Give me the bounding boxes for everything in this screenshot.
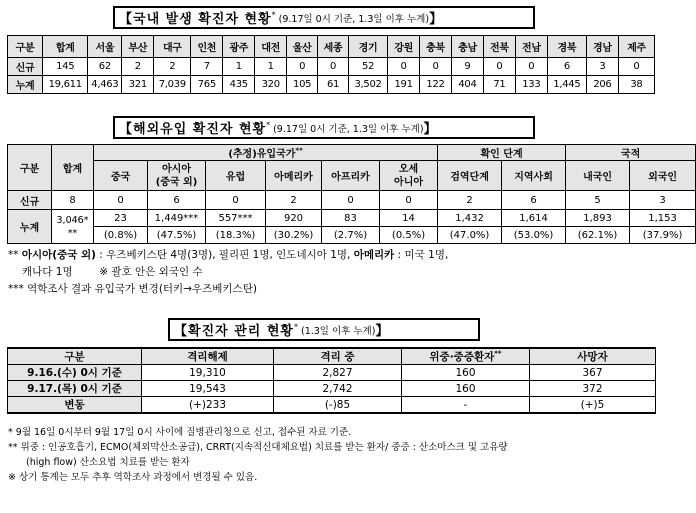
header-cell: 경남 — [586, 36, 618, 58]
table-cell: 133 — [515, 76, 547, 94]
note-asia-text: : 우즈베키스탄 4명(3명), 필리핀 1명, 인도네시아 1명, — [95, 249, 354, 261]
table-cell: 0 — [287, 58, 318, 76]
domestic-new-row — [8, 58, 655, 76]
table-cell: 435 — [223, 76, 255, 94]
header-cell: 검역단계 — [438, 161, 502, 191]
table-cell: 0 — [380, 191, 438, 210]
header-cell: 충북 — [420, 36, 452, 58]
header-cell: 유럽 — [206, 161, 266, 191]
table-cell: 145 — [43, 58, 88, 76]
overseas-title-sub: (9.17일 0시 기준, 1.3일 이후 누계) — [273, 123, 424, 135]
table-cell: (18.3%) — [206, 227, 266, 244]
overseas-title: 【해외유입 확진자 현황* (9.17일 0시 기준, 1.3일 이후 누계) 】 — [113, 116, 535, 139]
header-cell: 외국인 — [630, 161, 696, 191]
table-cell: 765 — [191, 76, 223, 94]
overseas-notes — [8, 247, 656, 298]
management-title-sup: * — [293, 322, 299, 332]
table-cell: 38 — [618, 76, 654, 94]
table-cell: (47.0%) — [438, 227, 502, 244]
table-cell: 0 — [420, 58, 452, 76]
table-cell: 19,543 — [142, 381, 274, 397]
overseas-title-sup: * — [266, 120, 272, 130]
table-cell: 1 — [223, 58, 255, 76]
table-cell: 1,449*** — [148, 210, 206, 227]
management-title-sub: (1.3일 이후 누계) — [300, 325, 376, 337]
table-cell: (62.1%) — [566, 227, 630, 244]
table-cell: 2,742 — [274, 381, 402, 397]
domestic-title-sub: (9.17일 0시 기준, 1.3일 이후 누계) — [278, 13, 430, 25]
header-cell: 전북 — [483, 36, 515, 58]
table-cell: (0.5%) — [380, 227, 438, 244]
overseas-new-row — [8, 191, 696, 210]
table-cell: 105 — [287, 76, 318, 94]
footnote-2-cont: (high flow) 산소요법 치료를 받는 환자 — [26, 457, 190, 468]
header-severe-text: 위중·중증환자 — [429, 351, 495, 363]
domestic-title: 【국내 발생 확진자 현황* (9.17일 0시 기준, 1.3일 이후 누계) 】 — [113, 6, 535, 29]
table-cell: 2 — [438, 191, 502, 210]
header-cell: 경북 — [547, 36, 586, 58]
row-label: 누계 — [8, 76, 43, 94]
table-cell: 6 — [148, 191, 206, 210]
table-cell: 4,463 — [88, 76, 122, 94]
table-cell: 1,614 — [502, 210, 566, 227]
table-cell: 19,310 — [142, 365, 274, 381]
note-asia-label: 아시아(중국 외) — [21, 249, 96, 261]
header-cell: 지역사회 — [502, 161, 566, 191]
overseas-cum-row — [8, 210, 696, 227]
header-nationality: 국적 — [566, 145, 696, 161]
header-cell: 대구 — [154, 36, 191, 58]
note-prefix: ** — [8, 249, 22, 261]
note-line-1 — [8, 247, 656, 264]
row-label: 변동 — [8, 397, 142, 414]
table-cell: 557*** — [206, 210, 266, 227]
note-line-2: 캐나다 1명 ※ 괄호 안은 외국인 수 — [22, 266, 203, 278]
header-estimated-country-text: (추정)유입국가 — [228, 149, 296, 160]
note-line-3: *** 역학조사 결과 유입국가 변경(터키→우즈베키스탄) — [8, 283, 257, 295]
table-cell: 19,611 — [43, 76, 88, 94]
domestic-header-row — [8, 36, 655, 58]
table-cell: (2.7%) — [322, 227, 380, 244]
table-cell: 372 — [530, 381, 656, 397]
table-cell: 1,445 — [547, 76, 586, 94]
table-cell: 61 — [318, 76, 349, 94]
table-cell: 3 — [630, 191, 696, 210]
header-cell: 인천 — [191, 36, 223, 58]
table-cell: 52 — [348, 58, 387, 76]
management-title: 【확진자 관리 현황* (1.3일 이후 누계) 】 — [168, 318, 480, 341]
table-cell: 122 — [420, 76, 452, 94]
table-cell: 1 — [255, 58, 287, 76]
table-cell: 14 — [380, 210, 438, 227]
header-cell: 격리해제 — [142, 348, 274, 365]
table-cell: 920 — [266, 210, 322, 227]
table-cell: (+)233 — [142, 397, 274, 414]
table-cell: 0 — [483, 58, 515, 76]
table-cell: 23 — [94, 210, 148, 227]
table-cell: 83 — [322, 210, 380, 227]
table-cell: 0 — [618, 58, 654, 76]
management-row-change — [8, 397, 656, 414]
table-cell: 7,039 — [154, 76, 191, 94]
table-cell: 1,432 — [438, 210, 502, 227]
table-cell: 0 — [206, 191, 266, 210]
management-header-row — [8, 348, 656, 365]
table-cell: 6 — [547, 58, 586, 76]
table-cell: (53.0%) — [502, 227, 566, 244]
table-cell: 404 — [451, 76, 483, 94]
footnote-3: ※ 상기 통계는 모두 추후 역학조사 과정에서 변경될 수 있음. — [8, 472, 258, 483]
header-cell: 제주 — [618, 36, 654, 58]
table-cell: 2 — [154, 58, 191, 76]
header-cell: 아프리카 — [322, 161, 380, 191]
table-cell: 321 — [122, 76, 154, 94]
overseas-pct-row — [8, 227, 696, 244]
table-cell: 206 — [586, 76, 618, 94]
table-cell: (+)5 — [530, 397, 656, 414]
table-cell: 3,502 — [348, 76, 387, 94]
domestic-title-text: 국내 발생 확진자 현황 — [133, 12, 272, 27]
management-title-text: 확진자 관리 현황 — [188, 324, 294, 339]
table-cell: 62 — [88, 58, 122, 76]
header-cell: 경기 — [348, 36, 387, 58]
header-cell: 서울 — [88, 36, 122, 58]
domestic-cum-row — [8, 76, 655, 94]
header-cell: 내국인 — [566, 161, 630, 191]
header-severe-sup: ** — [494, 349, 502, 358]
header-cell: 격리 중 — [274, 348, 402, 365]
row-label: 신규 — [8, 191, 52, 210]
header-cell — [402, 348, 530, 365]
table-cell: 160 — [402, 381, 530, 397]
header-cell: 중국 — [94, 161, 148, 191]
table-cell: 2 — [122, 58, 154, 76]
table-cell: 1,893 — [566, 210, 630, 227]
table-cell: 320 — [255, 76, 287, 94]
overseas-header-row-2 — [8, 161, 696, 191]
header-cell: 사망자 — [530, 348, 656, 365]
table-cell: (30.2%) — [266, 227, 322, 244]
header-confirm-stage: 확인 단계 — [438, 145, 566, 161]
header-cell: 세종 — [318, 36, 349, 58]
table-cell: (37.9%) — [630, 227, 696, 244]
header-total: 합계 — [52, 145, 94, 191]
note-america-label: 아메리카 — [353, 249, 395, 261]
domestic-title-sup: * — [271, 10, 277, 20]
table-cell: (0.8%) — [94, 227, 148, 244]
table-cell: 2 — [266, 191, 322, 210]
table-cell: 5 — [566, 191, 630, 210]
table-cell: 3 — [586, 58, 618, 76]
row-label: 9.16.(수) 0시 기준 — [8, 365, 142, 381]
footnotes — [8, 425, 656, 485]
header-cell: 대전 — [255, 36, 287, 58]
table-cell: (47.5%) — [148, 227, 206, 244]
table-cell: 3,046* ** — [52, 210, 94, 244]
overseas-title-text: 해외유입 확진자 현황 — [133, 122, 267, 137]
header-cell: 광주 — [223, 36, 255, 58]
table-cell: 367 — [530, 365, 656, 381]
header-cell: 아시아 (중국 외) — [148, 161, 206, 191]
header-cell: 구분 — [8, 348, 142, 365]
management-row-917 — [8, 381, 656, 397]
header-cell: 울산 — [287, 36, 318, 58]
header-cell: 구분 — [8, 36, 43, 58]
table-cell: (-)85 — [274, 397, 402, 414]
header-cell: 오세 아니아 — [380, 161, 438, 191]
table-cell: 6 — [502, 191, 566, 210]
row-label: 누계 — [8, 210, 52, 244]
footnote-1: * 9월 16일 0시부터 9월 17일 0시 사이에 질병관리청으로 신고, 접수된 자료 기준. — [8, 427, 352, 438]
overseas-cases-table — [7, 144, 696, 244]
table-cell: 8 — [52, 191, 94, 210]
header-gubun: 구분 — [8, 145, 52, 191]
note-america-text: : 미국 1명, — [394, 249, 449, 261]
header-cell: 합계 — [43, 36, 88, 58]
table-cell: 0 — [94, 191, 148, 210]
table-cell: 0 — [318, 58, 349, 76]
header-cell: 전남 — [515, 36, 547, 58]
table-cell: 0 — [515, 58, 547, 76]
table-cell: 2,827 — [274, 365, 402, 381]
header-estimated-country-sup: ** — [295, 146, 303, 155]
table-cell: 9 — [451, 58, 483, 76]
header-cell: 충남 — [451, 36, 483, 58]
overseas-header-row-1 — [8, 145, 696, 161]
table-cell: - — [402, 397, 530, 414]
table-cell: 1,153 — [630, 210, 696, 227]
footnote-2: ** 위중 : 인공호흡기, ECMO(체외막산소공급), CRRT(지속적신대체요법) 치료를 받는 환자/ 중증 : 산소마스크 및 고유량 — [8, 442, 508, 453]
header-cell: 부산 — [122, 36, 154, 58]
header-estimated-country — [94, 145, 438, 161]
table-cell: 0 — [322, 191, 380, 210]
header-cell: 아메리카 — [266, 161, 322, 191]
table-cell: 160 — [402, 365, 530, 381]
table-cell: 191 — [388, 76, 420, 94]
management-row-916 — [8, 365, 656, 381]
row-label: 9.17.(목) 0시 기준 — [8, 381, 142, 397]
table-cell: 71 — [483, 76, 515, 94]
domestic-cases-table — [7, 35, 655, 94]
row-label: 신규 — [8, 58, 43, 76]
management-table — [7, 347, 656, 414]
header-cell: 강원 — [388, 36, 420, 58]
table-cell: 7 — [191, 58, 223, 76]
table-cell: 0 — [388, 58, 420, 76]
